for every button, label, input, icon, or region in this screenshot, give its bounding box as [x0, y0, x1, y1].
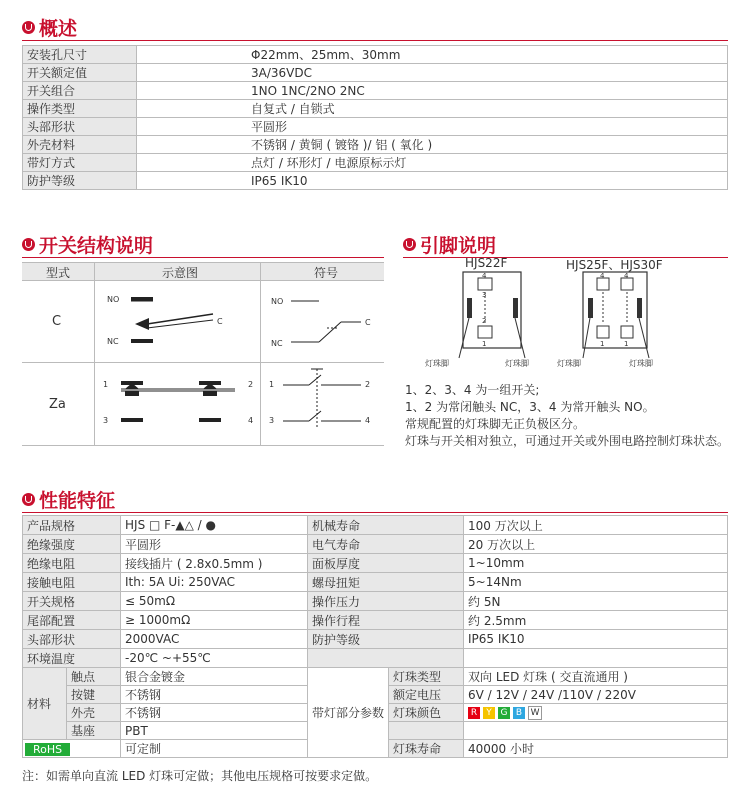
- header-diagram: 示意图: [162, 266, 199, 280]
- label-2: 2: [248, 380, 254, 389]
- perf-label: 开关规格: [23, 592, 121, 611]
- perf-row: [23, 611, 728, 630]
- material-value: 银合金镀金: [121, 668, 308, 686]
- pin-num: 1: [600, 340, 605, 348]
- material-value: 不锈钢: [121, 686, 308, 704]
- schematic-c: [95, 280, 260, 362]
- section-icon: [22, 21, 35, 34]
- lamp-group-label: 带灯部分参数: [308, 668, 389, 758]
- pin-title-text: 引脚说明: [420, 235, 497, 257]
- overview-row: [23, 136, 728, 154]
- pin-num: 4: [600, 272, 605, 280]
- divider: [22, 512, 728, 513]
- material-part: 触点: [67, 668, 121, 686]
- section-icon: [22, 238, 35, 251]
- label-2: 2: [365, 380, 371, 389]
- color-swatch: B: [513, 707, 525, 719]
- label-1: 1: [269, 380, 275, 389]
- overview-value: 3A/36VDC: [137, 64, 728, 82]
- overview-row: [23, 46, 728, 64]
- material-part: 按键: [67, 686, 121, 704]
- pin-model-b: HJS25F、HJS30F: [566, 258, 663, 272]
- perf-row: [23, 592, 728, 611]
- pin-note: 1、2 为常闭触头 NC，3、4 为常开触头 NO。: [405, 400, 655, 414]
- perf-row: [23, 535, 728, 554]
- label-nc: NC: [107, 337, 119, 346]
- perf-table: [22, 515, 728, 758]
- perf-row: [23, 516, 728, 535]
- section-icon: [22, 493, 35, 506]
- perf-value: IP65 IK10: [464, 630, 728, 649]
- lamp-label: 灯珠类型: [389, 668, 464, 686]
- overview-value: Φ22mm、25mm、30mm: [137, 46, 728, 64]
- label-nc: NC: [271, 339, 283, 348]
- label-4: 4: [365, 416, 371, 425]
- perf-label: 接触电阻: [23, 573, 121, 592]
- perf-label: 产品规格: [23, 516, 121, 535]
- pin-num: 1: [482, 340, 487, 348]
- perf-value: 5~14Nm: [464, 573, 728, 592]
- label-c: C: [365, 318, 371, 327]
- pin-notes: [405, 382, 729, 450]
- overview-label: 开关组合: [23, 82, 137, 100]
- overview-label: 带灯方式: [23, 154, 137, 172]
- overview-title: [22, 14, 77, 41]
- row-divider: [22, 445, 384, 446]
- lamp-pin-label: 灯珠脚: [557, 359, 581, 368]
- footnote: 注：如需单向直流 LED 灯珠可定做；其他电压规格可按要求定做。: [22, 769, 378, 783]
- structure-title-text: 开关结构说明: [39, 235, 154, 257]
- label-4: 4: [248, 416, 254, 425]
- overview-label: 操作类型: [23, 100, 137, 118]
- perf-value: 约 5N: [464, 592, 728, 611]
- perf-label: 绝缘电阻: [23, 554, 121, 573]
- label-3: 3: [103, 416, 109, 425]
- overview-value: IP65 IK10: [137, 172, 728, 190]
- overview-label: 开关额定值: [23, 64, 137, 82]
- perf-title-text: 性能特征: [39, 490, 116, 512]
- perf-label: 绝缘强度: [23, 535, 121, 554]
- pin-num: 4: [482, 272, 487, 280]
- material-value: PBT: [121, 722, 308, 740]
- material-row: [23, 668, 728, 686]
- overview-label: 头部形状: [23, 118, 137, 136]
- label-3: 3: [269, 416, 275, 425]
- perf-label: 环境温度: [23, 649, 121, 668]
- label-1: 1: [103, 380, 109, 389]
- overview-table: [22, 45, 728, 190]
- symbol-c: [261, 280, 384, 362]
- lamp-value: [464, 704, 728, 722]
- type-c: C: [52, 314, 62, 329]
- perf-label: 尾部配置: [23, 611, 121, 630]
- divider: [22, 40, 728, 41]
- perf-label: 头部形状: [23, 630, 121, 649]
- overview-row: [23, 172, 728, 190]
- pin-note: 灯珠与开关相对独立，可通过开关或外围电路控制灯珠状态。: [405, 434, 730, 448]
- pin-num: 2: [482, 317, 487, 325]
- overview-row: [23, 100, 728, 118]
- header-type: 型式: [46, 266, 71, 280]
- overview-row: [23, 154, 728, 172]
- rohs-value: 可定制: [121, 740, 308, 758]
- perf-value: [464, 649, 728, 668]
- perf-value: 接线插片 ( 2.8x0.5mm ): [121, 554, 308, 573]
- perf-row: [23, 649, 728, 668]
- perf-value: -20℃ ~+55℃: [121, 649, 308, 668]
- rohs-cell: [23, 740, 121, 758]
- pin-diagram: [405, 270, 730, 372]
- overview-row: [23, 64, 728, 82]
- perf-title: [22, 486, 115, 513]
- section-icon: [403, 238, 416, 251]
- pin-num: 4: [624, 272, 629, 280]
- pin-title: [403, 231, 496, 258]
- material-label: 材料: [23, 668, 67, 740]
- perf-value: 平圆形: [121, 535, 308, 554]
- color-swatch: R: [468, 707, 480, 719]
- symbol-za: [261, 363, 384, 445]
- lamp-value: 40000 小时: [464, 740, 728, 758]
- perf-value: 1~10mm: [464, 554, 728, 573]
- rohs-badge: RoHS: [25, 743, 70, 756]
- material-value: 不锈钢: [121, 704, 308, 722]
- overview-value: 1NO 1NC/2NO 2NC: [137, 82, 728, 100]
- color-swatch: G: [498, 707, 510, 719]
- lamp-pin-label: 灯珠脚: [629, 359, 653, 368]
- pin-note: 1、2、3、4 为一组开关;: [405, 383, 540, 397]
- label-no: NO: [271, 297, 284, 306]
- color-swatch: W: [528, 706, 542, 720]
- perf-label: 防护等级: [308, 630, 464, 649]
- overview-title-text: 概述: [39, 18, 78, 40]
- label-c: C: [217, 317, 223, 326]
- overview-value: 自复式 / 自锁式: [137, 100, 728, 118]
- lamp-value: 双向 LED 灯珠 ( 交直流通用 ): [464, 668, 728, 686]
- overview-label: 外壳材料: [23, 136, 137, 154]
- color-swatch: Y: [483, 707, 495, 719]
- pin-note: 常规配置的灯珠脚无正负极区分。: [405, 417, 586, 431]
- overview-row: [23, 118, 728, 136]
- pin-num: 1: [624, 340, 629, 348]
- perf-label: 电气寿命: [308, 535, 464, 554]
- overview-row: [23, 82, 728, 100]
- perf-label: 面板厚度: [308, 554, 464, 573]
- perf-row: [23, 554, 728, 573]
- lamp-pin-label: 灯珠脚: [425, 359, 449, 368]
- perf-value: ≥ 1000mΩ: [121, 611, 308, 630]
- lamp-label: 额定电压: [389, 686, 464, 704]
- type-za: Za: [49, 397, 66, 412]
- label-no: NO: [107, 295, 120, 304]
- lamp-pin-label: 灯珠脚: [505, 359, 529, 368]
- divider: [22, 257, 384, 258]
- lamp-label: [389, 722, 464, 740]
- perf-row: [23, 630, 728, 649]
- overview-value: 不锈钢 / 黄铜 ( 镀铬 )/ 铝 ( 氧化 ): [137, 136, 728, 154]
- perf-label: 机械寿命: [308, 516, 464, 535]
- structure-title: [22, 231, 153, 258]
- pin-num: 3: [482, 291, 487, 299]
- perf-label: 操作行程: [308, 611, 464, 630]
- perf-row: [23, 573, 728, 592]
- overview-value: 平圆形: [137, 118, 728, 136]
- structure-table: [22, 262, 384, 446]
- lamp-value: 6V / 12V / 24V /110V / 220V: [464, 686, 728, 704]
- perf-value: HJS □ F-▲△ / ●: [121, 516, 308, 535]
- perf-value: 20 万次以上: [464, 535, 728, 554]
- perf-label: 操作压力: [308, 592, 464, 611]
- perf-label: [308, 649, 464, 668]
- pin-model-a: HJS22F: [465, 256, 508, 270]
- overview-value: 点灯 / 环形灯 / 电源原标示灯: [137, 154, 728, 172]
- overview-label: 安装孔尺寸: [23, 46, 137, 64]
- perf-value: 约 2.5mm: [464, 611, 728, 630]
- lamp-label: 灯珠寿命: [389, 740, 464, 758]
- perf-value: Ith: 5A Ui: 250VAC: [121, 573, 308, 592]
- perf-value: 2000VAC: [121, 630, 308, 649]
- header-symbol: 符号: [314, 266, 339, 280]
- material-part: 基座: [67, 722, 121, 740]
- lamp-value: [464, 722, 728, 740]
- schematic-za: [95, 363, 260, 445]
- overview-label: 防护等级: [23, 172, 137, 190]
- perf-value: 100 万次以上: [464, 516, 728, 535]
- material-part: 外壳: [67, 704, 121, 722]
- perf-value: ≤ 50mΩ: [121, 592, 308, 611]
- lamp-label: 灯珠颜色: [389, 704, 464, 722]
- perf-label: 螺母扭矩: [308, 573, 464, 592]
